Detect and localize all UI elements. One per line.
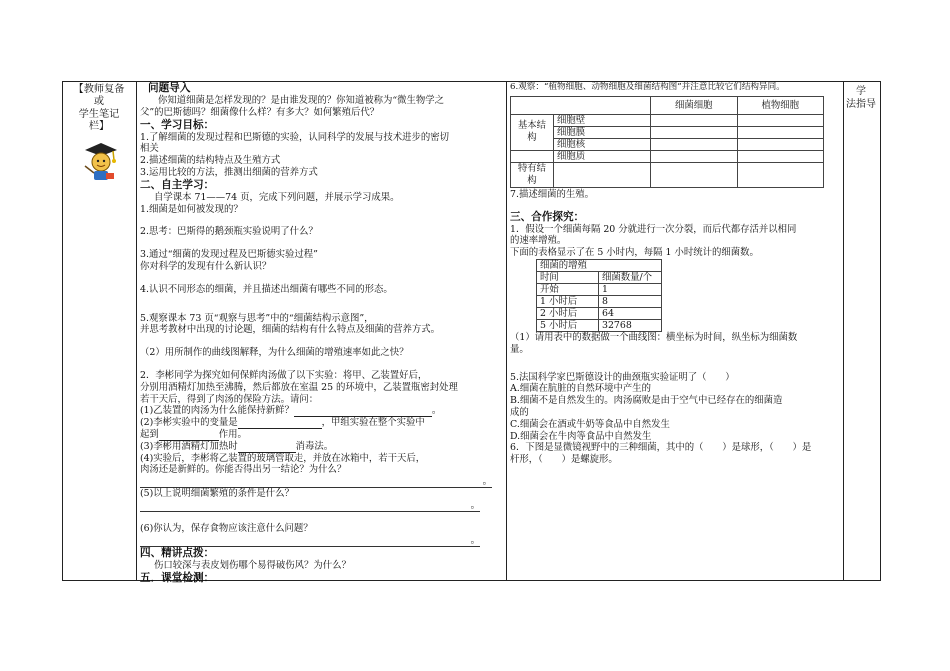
intro-line: 父”的巴斯德吗？细菌像什么样？有多大？如何繁殖后代？ (140, 106, 380, 118)
cell-comparison-table (510, 96, 824, 188)
question-5: 5.观察课本 73 页“观察与思考”中的“细菌结构示意图”， (140, 312, 374, 324)
coop-line: 的速率增殖。 (510, 235, 567, 247)
question-3: 3.通过“细菌的发现过程及巴斯德实验过程” (140, 249, 318, 261)
key-points-question: 伤口较深与表皮划伤哪个易得破伤风？为什么？ (154, 559, 351, 571)
column-divider (843, 81, 844, 580)
main-column (140, 82, 504, 585)
question-1: 1.细菌是如何被发现的？ (140, 203, 243, 215)
growth-header: 时间 (537, 271, 599, 283)
method-guide-column (844, 86, 878, 111)
graph-question-cont: 量。 (510, 343, 529, 355)
right-column (510, 82, 840, 466)
structure-label: 细胞核 (554, 138, 651, 150)
table-row (537, 295, 662, 307)
experiment-line: 若干天后，得到了肉汤的保险方法。请问： (140, 393, 319, 405)
goals-title: 一、学习目标： (140, 118, 215, 131)
table-cell[interactable] (737, 114, 823, 126)
table-row (511, 162, 824, 187)
mc-option: C.细菌会在酒或牛奶等食品中自然发生 (510, 418, 670, 430)
growth-count: 64 (599, 307, 662, 319)
group-label: 特有结构 (511, 162, 554, 187)
answer-line[interactable]: 。 (140, 476, 492, 488)
table-cell[interactable] (737, 126, 823, 138)
experiment-line: 分别用酒精灯加热至沸腾，然后都放在室温 25 的环境中，乙装置瓶密封处理 (140, 381, 458, 393)
table-cell[interactable] (651, 162, 737, 187)
question-2: 2.思考：巴斯得的鹅颈瓶实验说明了什么？ (140, 226, 318, 238)
answer-blank[interactable] (238, 418, 322, 429)
shape-question-cont: 杆形，（ ）是螺旋形。 (510, 454, 618, 466)
self-study-intro: 自学课本 71——74 页，完成下列问题，并展示学习成果。 (154, 191, 400, 203)
method-guide-label: 法指导 (846, 98, 876, 110)
question-3-cont: 你对科学的发现有什么新认识？ (140, 260, 272, 272)
intro-title: 问题导入 (148, 82, 191, 94)
goal-line: 3.运用比较的方法，推测出细菌的营养方式 (140, 166, 318, 178)
structure-label: 细胞质 (554, 150, 651, 162)
growth-count: 8 (599, 295, 662, 307)
growth-count: 1 (599, 283, 662, 295)
structure-label: 细胞膜 (554, 126, 651, 138)
table-header-cell: 植物细胞 (737, 96, 823, 114)
class-test-title: 五．课堂检测： (140, 571, 215, 584)
question-growth: （2）用所制作的曲线图解释，为什么细菌的增殖速率如此之快？ (140, 347, 409, 359)
table-cell[interactable] (737, 150, 823, 162)
growth-time: 开始 (537, 283, 599, 295)
coop-line: 1．假设一个细菌每隔 20 分就进行一次分裂，而后代都存活并以相同 (510, 223, 797, 235)
growth-count: 32768 (599, 319, 662, 331)
experiment-q5: (5)以上说明细菌繁殖的条件是什么？ (140, 488, 294, 500)
table-row (511, 114, 824, 126)
table-row (511, 150, 824, 162)
experiment-q2-cont: 起到 作用。 (140, 428, 247, 440)
goal-line: 相关 (140, 143, 159, 155)
table-header-cell: 细菌细胞 (651, 96, 737, 114)
graph-question: （1）请用表中的数据做一个曲线图：横坐标为时间，纵坐标为细菌数 (510, 331, 798, 343)
table-row (537, 283, 662, 295)
mc-option: A.细菌在肮脏的自然环境中产生的 (510, 383, 652, 395)
table-cell[interactable] (651, 114, 737, 126)
question-7: 7.描述细菌的生殖。 (510, 188, 594, 200)
coop-line: 下面的表格显示了在 5 小时内，每隔 1 小时统计的细菌数。 (510, 247, 759, 259)
notes-label-line: 学生笔记 (78, 108, 120, 120)
growth-time: 2 小时后 (537, 307, 599, 319)
intro-line: 你知道细菌是怎样发现的？是由谁发现的？你知道被称为“微生物学之 (158, 95, 445, 106)
table-cell[interactable] (651, 138, 737, 150)
goal-line: 1.了解细菌的发现过程和巴斯德的实验，认同科学的发展与技术进步的密切 (140, 131, 449, 143)
experiment-line: 2．李彬同学为探究如何保鲜肉汤做了以下实验：将甲、乙装置好后， (140, 369, 428, 381)
notes-label-line: 栏】 (88, 121, 110, 133)
experiment-q3: (3)李彬用酒精灯加热时 消毒法。 (140, 440, 334, 452)
experiment-q4-cont: 肉汤还是新鲜的。你能否得出另一结论？为什么？ (140, 464, 347, 476)
group-label: 基本结构 (511, 114, 554, 150)
table-cell[interactable] (737, 138, 823, 150)
multiple-choice-question: 5.法国科学家巴斯德设计的曲颈瓶实验证明了（ ） (510, 371, 735, 383)
notes-label-line: 【教师复备 (73, 84, 125, 95)
structure-label: 细胞壁 (554, 114, 651, 126)
table-row (537, 259, 662, 271)
answer-blank[interactable] (238, 442, 296, 453)
table-row (511, 96, 824, 114)
column-divider (506, 81, 507, 580)
self-study-title: 二、自主学习： (140, 178, 215, 191)
table-cell[interactable] (554, 162, 651, 187)
method-guide-label: 学 (856, 86, 866, 97)
table-row (511, 138, 824, 150)
goal-line: 2.描述细菌的结构特点及生殖方式 (140, 155, 281, 167)
key-points-title: 四、精讲点拨： (140, 546, 215, 559)
question-4: 4.认识不同形态的细菌，并且描述出细菌有哪些不同的形态。 (140, 283, 393, 295)
table-row (537, 271, 662, 283)
question-5-cont: 并思考教材中出现的讨论题，细菌的结构有什么特点及细菌的营养方式。 (140, 324, 441, 336)
answer-line[interactable]: 。 (140, 535, 480, 547)
notes-column (63, 84, 135, 186)
growth-time: 1 小时后 (537, 295, 599, 307)
shape-question: 6．下图是显微镜视野中的三种细菌，其中的（ ）是球形，（ ）是 (510, 442, 812, 454)
cooperation-title: 三、合作探究： (510, 210, 585, 223)
mc-option: B.细菌不是自然发生的。肉汤腐败是由于空气中已经存在的细菌造 (510, 395, 783, 407)
table-cell[interactable] (737, 162, 823, 187)
table-row (537, 319, 662, 331)
bacteria-growth-table (536, 259, 662, 332)
answer-blank[interactable] (294, 406, 432, 417)
notes-label-line: 或 (93, 96, 105, 108)
answer-line[interactable]: 。 (140, 500, 480, 512)
table-cell[interactable] (651, 150, 737, 162)
table-row (537, 307, 662, 319)
table-cell (511, 150, 554, 162)
experiment-q4: (4)实验后，李彬将乙装置的玻璃管取走，并放在冰箱中，若干天后， (140, 452, 426, 464)
question-6: 6.观察：“植物细胞、动物细胞及细菌结构图”并注意比较它们结构异同。 (510, 82, 785, 92)
teacher-mascot-icon (79, 140, 119, 182)
mc-option: D.细菌会在牛肉等食品中自然发生 (510, 430, 652, 442)
growth-table-title: 细菌的增殖 (537, 259, 662, 271)
growth-header: 细菌数量/个 (599, 271, 662, 283)
column-divider (136, 81, 137, 580)
growth-time: 5 小时后 (537, 319, 599, 331)
table-cell[interactable] (651, 126, 737, 138)
table-header-cell (511, 96, 651, 114)
experiment-q6: (6)你认为，保存食物应该注意什么问题？ (140, 522, 313, 534)
mc-option: 成的 (510, 406, 529, 418)
table-row (511, 126, 824, 138)
experiment-q2: (2)李彬实验中的变量是 ，甲组实验在整个实验中 (140, 417, 425, 429)
answer-blank[interactable] (159, 430, 219, 441)
experiment-q1: (1)乙装置的肉汤为什么能保持新鲜？ 。 (140, 405, 442, 417)
